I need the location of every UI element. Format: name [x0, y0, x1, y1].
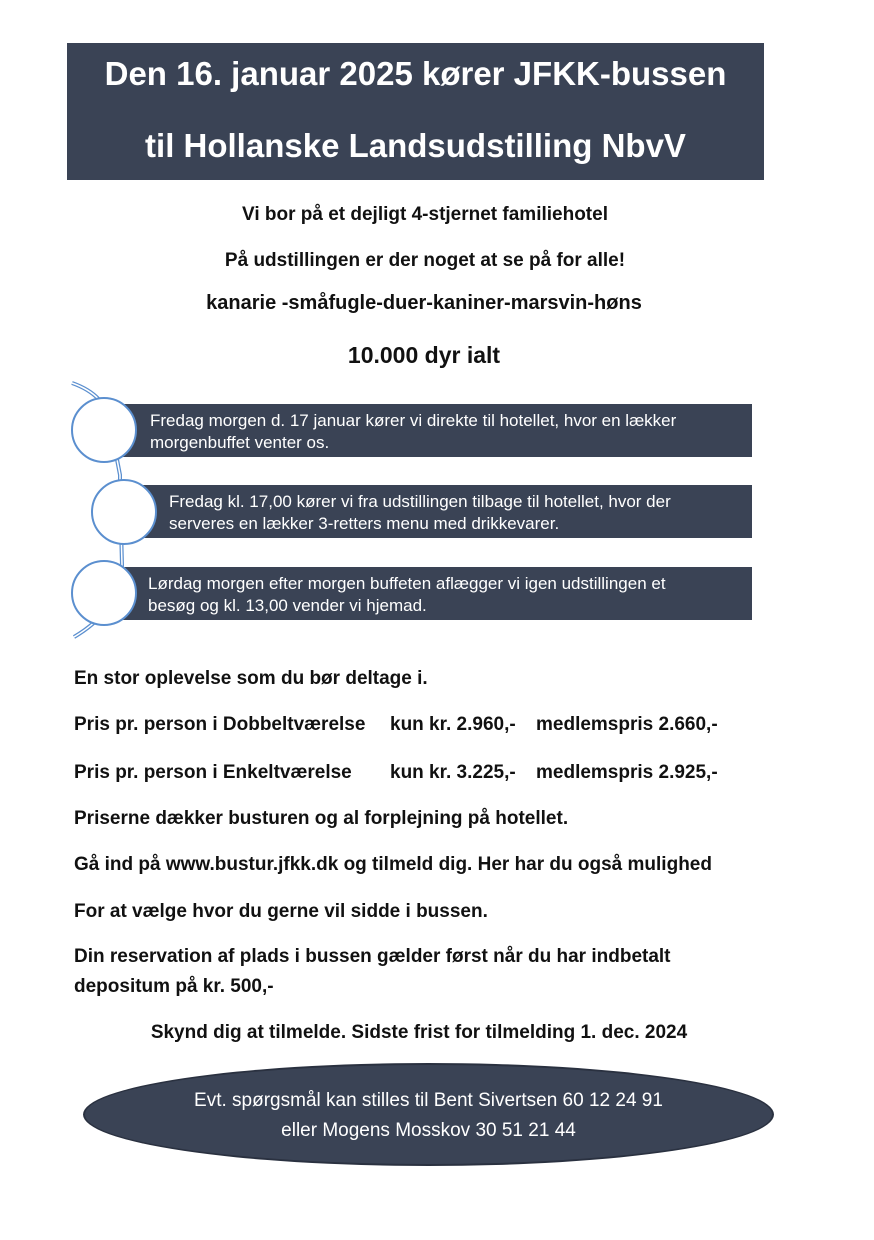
- contact-oval: [83, 1063, 774, 1166]
- reservation-text-line-1: Din reservation af plads i bussen gælder først når du har indbetalt: [74, 946, 671, 967]
- price-double-row: [74, 714, 794, 738]
- price-single-member: medlemspris 2.925,-: [536, 762, 718, 783]
- title-banner: [67, 43, 764, 180]
- contact-line-1: Evt. spørgsmål kan stilles til Bent Sivertsen 60 12 24 91: [194, 1090, 663, 1111]
- title-line-1: Den 16. januar 2025 kører JFKK-bussen: [104, 55, 727, 92]
- timeline-circle-2: [91, 479, 157, 545]
- timeline-circle-3: [71, 560, 137, 626]
- price-single-row: [74, 762, 794, 786]
- intro-animals: kanarie -småfugle-duer-kaniner-marsvin-høns: [206, 292, 642, 314]
- price-double-member: medlemspris 2.660,-: [536, 714, 718, 735]
- seat-text: For at vælge hvor du gerne vil sidde i bussen.: [74, 901, 488, 922]
- price-single-label: Pris pr. person i Enkeltværelse: [74, 762, 352, 783]
- price-double-label: Pris pr. person i Dobbeltværelse: [74, 714, 366, 735]
- step-2-line-2: serveres en lækker 3-retters menu med drikkevarer.: [169, 514, 560, 533]
- price-single-price: kun kr. 3.225,-: [390, 762, 516, 783]
- intro-hotel: Vi bor på et dejligt 4-stjernet familiehotel: [241, 204, 608, 225]
- timeline-step-2: [124, 485, 752, 538]
- intro-for-all: På udstillingen er der noget at se på for alle!: [224, 250, 626, 271]
- contact-line-2: eller Mogens Mosskov 30 51 21 44: [281, 1120, 576, 1141]
- signup-text: Gå ind på www.bustur.jfkk.dk og tilmeld dig. Her har du også mulighed: [74, 854, 712, 875]
- step-3-line-2: besøg og kl. 13,00 vender vi hjemad.: [148, 596, 427, 615]
- deadline-text: Skynd dig at tilmelde. Sidste frist for tilmelding 1. dec. 2024: [150, 1022, 688, 1043]
- intro-count: 10.000 dyr ialt: [347, 342, 501, 368]
- reservation-text-line-2: depositum på kr. 500,-: [74, 976, 274, 997]
- price-double-price: kun kr. 2.960,-: [390, 714, 516, 735]
- step-2-line-1: Fredag kl. 17,00 kører vi fra udstillingen tilbage til hotellet, hvor der: [169, 492, 671, 511]
- step-3-line-1: Lørdag morgen efter morgen buffeten aflægger vi igen udstillingen et: [148, 574, 666, 593]
- timeline-circle-1: [71, 397, 137, 463]
- step-1-line-1: Fredag morgen d. 17 januar kører vi direkte til hotellet, hvor en lækker: [150, 411, 677, 430]
- timeline-step-1: [104, 404, 752, 457]
- experience-text: En stor oplevelse som du bør deltage i.: [74, 668, 428, 689]
- title-line-2: til Hollanske Landsudstilling NbvV: [145, 127, 686, 164]
- timeline-step-3: [104, 567, 752, 620]
- covers-text: Priserne dækker busturen og al forplejning på hotellet.: [74, 808, 569, 829]
- step-1-line-2: morgenbuffet venter os.: [150, 433, 330, 452]
